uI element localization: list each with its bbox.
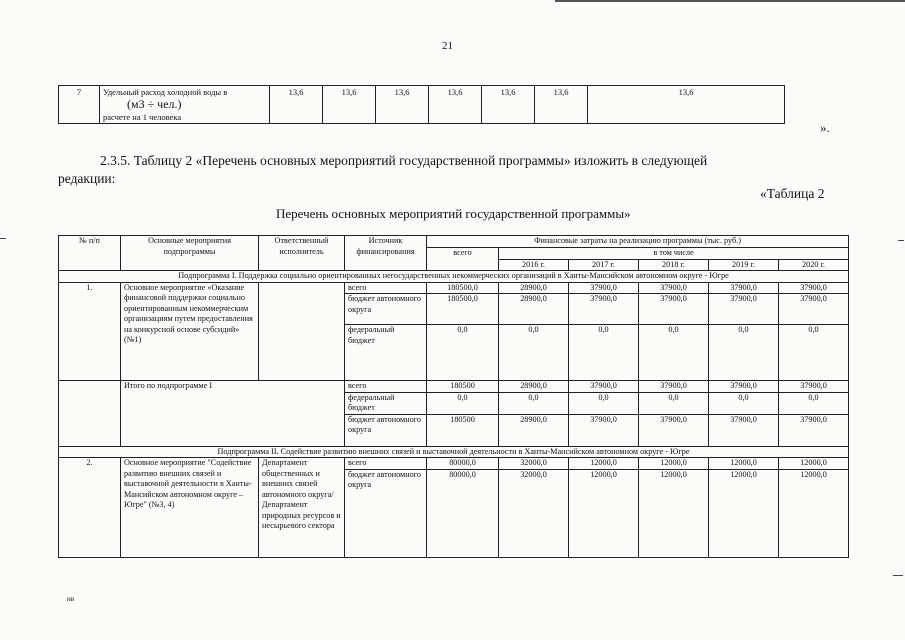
header-costs: Финансовые затраты на реализацию программы (тыс. руб.) [427,236,849,248]
value-total: 0,0 [427,325,499,381]
value-year: 28900,0 [499,414,569,446]
header-source: Источник финансирования [345,236,427,271]
table-row [59,381,849,393]
source: всего [345,458,427,470]
value-year: 37900,0 [779,294,849,325]
value-year: 37900,0 [639,294,709,325]
subtotal-label: Итого по подпрограмме I [121,381,345,447]
value-cell: 13,6 [429,86,482,124]
footer-mark: нв [67,595,75,603]
value-cell: 13,6 [376,86,429,124]
value-year: 37900,0 [779,282,849,294]
source: бюджет автономного округа [345,294,427,325]
table-row [59,86,785,124]
table-row [59,458,849,470]
closing-quote: ». [820,120,830,135]
value-total: 0,0 [427,392,499,414]
value-year: 0,0 [569,325,639,381]
value-year: 37900,0 [709,282,779,294]
source: всего [345,381,427,393]
row-number: 7 [59,86,100,124]
activity-name: Основное мероприятие "Содействие развитию внешних связей и выставочной деятельности в Ханты-Мансийском автономном округе – Югре" (№3, 4) [121,458,259,558]
activity-name: Основное мероприятие «Оказание финансовой поддержки социально ориентированным некоммерческим организациям путем предоставления на конкурсной основе субсидий» (№1) [121,282,259,381]
value-year: 0,0 [639,325,709,381]
subprogram-1-title: Подпрограмма I. Поддержка социально ориентированных негосударственных некоммерческих организаций в Ханты-Мансийском автономном округе - Югре [59,271,849,283]
value-year: 12000,0 [569,458,639,470]
value-year: 37900,0 [569,414,639,446]
value-year: 28900,0 [499,294,569,325]
table1-continuation [58,85,785,124]
value-year: 32000,0 [499,458,569,470]
value-total: 180500,0 [427,294,499,325]
value-year: 28900,0 [499,282,569,294]
indicator-name [100,86,270,124]
paragraph-text: 2.3.5. Таблицу 2 «Перечень основных мероприятий государственной программы» изложить в следующей [100,153,708,168]
header-year: 2020 г. [779,259,849,271]
value-total: 180500,0 [427,282,499,294]
value-year: 37900,0 [639,414,709,446]
subprogram-row [59,446,849,458]
value-cell: 13,6 [323,86,376,124]
indicator-unit: (м3 ÷ чел.) [127,97,182,111]
header-num: № п/п [59,236,121,271]
value-year: 0,0 [499,392,569,414]
header-year: 2018 г. [639,259,709,271]
value-year: 0,0 [499,325,569,381]
paragraph-text-continued: редакции: [58,171,116,186]
value-year: 0,0 [709,392,779,414]
indicator-name-line2: расчете на 1 человека [103,112,182,122]
value-year: 37900,0 [709,381,779,393]
table-reference: «Таблица 2 [760,186,825,201]
page-number: 21 [442,40,453,52]
value-year: 0,0 [709,325,779,381]
scan-edge-mark [893,575,903,576]
source: федеральный бюджет [345,392,427,414]
value-year: 37900,0 [779,381,849,393]
value-cell: 13,6 [482,86,535,124]
header-activities: Основные мероприятия подпрограммы [121,236,259,271]
value-year: 37900,0 [639,381,709,393]
header-including: в том числе [499,248,849,260]
value-total: 80000,0 [427,469,499,557]
value-year: 32000,0 [499,469,569,557]
source: всего [345,282,427,294]
row-number: 2. [59,458,121,558]
value-year: 12000,0 [709,469,779,557]
value-year: 12000,0 [779,469,849,557]
header-row [59,236,849,248]
value-total: 80000,0 [427,458,499,470]
value-year: 12000,0 [639,458,709,470]
table-row [59,282,849,294]
header-year: 2019 г. [709,259,779,271]
indicator-name-line1: Удельный расход холодной воды в [103,87,228,97]
header-executor: Ответственный исполнитель [259,236,345,271]
value-year: 37900,0 [709,414,779,446]
value-cell: 13,6 [588,86,785,124]
row-number [59,381,121,447]
value-cell: 13,6 [270,86,323,124]
header-year: 2017 г. [569,259,639,271]
value-year: 37900,0 [779,414,849,446]
value-year: 37900,0 [569,381,639,393]
value-year: 37900,0 [569,294,639,325]
header-total: всего [427,248,499,271]
value-total: 180500 [427,414,499,446]
value-year: 0,0 [569,392,639,414]
table-title: Перечень основных мероприятий государственной программы» [276,206,631,221]
value-year: 12000,0 [569,469,639,557]
table2-activities [58,235,849,558]
value-year: 37900,0 [709,294,779,325]
scan-edge-line [555,0,905,2]
subprogram-row [59,271,849,283]
subprogram-2-title: Подпрограмма II. Содействие развитию внешних связей и выставочной деятельности в Ханты-Мансийском автономном округе - Югре [59,446,849,458]
value-year: 0,0 [639,392,709,414]
source: бюджет автономного округа [345,469,427,557]
value-year: 12000,0 [639,469,709,557]
value-cell: 13,6 [535,86,588,124]
row-number: 1. [59,282,121,381]
value-year: 0,0 [779,392,849,414]
executor [259,282,345,381]
scan-edge-mark [898,240,904,241]
value-total: 180500 [427,381,499,393]
scan-edge-mark [0,238,6,239]
executor: Департамент общественных и внешних связей автономного округа/Департамент природных ресурсов и несырьевого сектора [259,458,345,558]
value-year: 28900,0 [499,381,569,393]
source: бюджет автономного округа [345,414,427,446]
value-year: 0,0 [779,325,849,381]
value-year: 37900,0 [569,282,639,294]
header-year: 2016 г. [499,259,569,271]
value-year: 37900,0 [639,282,709,294]
value-year: 12000,0 [709,458,779,470]
source: федеральный бюджет [345,325,427,381]
value-year: 12000,0 [779,458,849,470]
